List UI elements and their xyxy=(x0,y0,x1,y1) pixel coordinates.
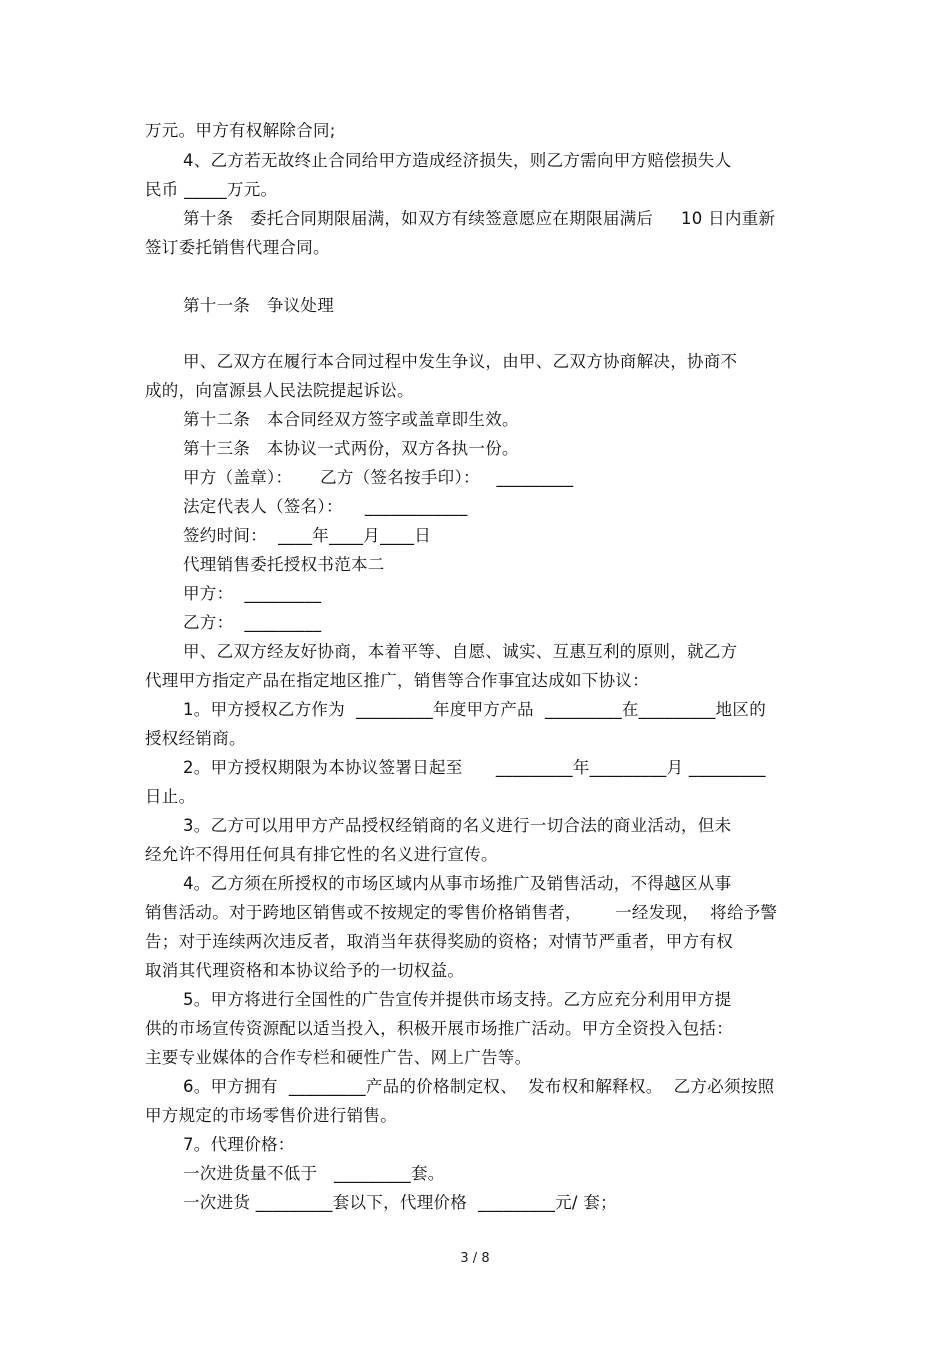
text-line: 供的市场宣传资源配以适当投入，积极开展市场推广活动。甲方全资投入包括： xyxy=(145,1019,733,1038)
text-line: 2。甲方授权期限为本协议签署日起至 _________年_________月 _________ xyxy=(183,758,766,777)
text-line: 甲、乙双方在履行本合同过程中发生争议，由甲、乙双方协商解决，协商不 xyxy=(183,352,738,371)
text-line: 一次进货 _________套以下，代理价格 _________元/ 套； xyxy=(183,1193,617,1212)
text-line: 第十三条 本协议一式两份，双方各执一份。 xyxy=(183,439,519,458)
date-line: 签约时间： ____年____月____日 xyxy=(183,526,432,545)
text-line: 签订委托销售代理合同。 xyxy=(145,238,330,257)
text-line: 成的，向富源县人民法院提起诉讼。 xyxy=(145,381,414,400)
text-line: 1。甲方授权乙方作为 _________年度甲方产品 _________在_________地区的 xyxy=(183,700,767,719)
section-heading: 代理销售委托授权书范本二 xyxy=(183,555,385,574)
text-line: 销售活动。对于跨地区销售或不按规定的零售价格销售者， 一经发现， 将给予警 xyxy=(145,903,778,922)
text-line: 取消其代理资格和本协议给予的一切权益。 xyxy=(145,961,465,980)
text-line: 7。代理价格： xyxy=(183,1135,295,1154)
text-line: 3。乙方可以用甲方产品授权经销商的名义进行一切合法的商业活动，但未 xyxy=(183,816,732,835)
section-heading: 第十一条 争议处理 xyxy=(183,296,335,315)
text-line: 4。乙方须在所授权的市场区域内从事市场推广及销售活动，不得越区从事 xyxy=(183,874,732,893)
text-line: 6。甲方拥有 _________产品的价格制定权、 发布权和解释权。 乙方必须按照 xyxy=(183,1077,775,1096)
text-line: 甲方规定的市场零售价进行销售。 xyxy=(145,1106,397,1125)
signature-line: 法定代表人（签名）： ____________ xyxy=(183,497,468,516)
text-line: 4、乙方若无故终止合同给甲方造成经济损失，则乙方需向甲方赔偿损失人 xyxy=(183,151,732,170)
text-line: 万元。甲方有权解除合同; xyxy=(145,121,336,140)
text-line: 主要专业媒体的合作专栏和硬性广告、网上广告等。 xyxy=(145,1048,532,1067)
party-b-line: 乙方： _________ xyxy=(183,613,322,632)
text-line: 第十条 委托合同期限届满，如双方有续签意愿应在期限届满后 10 日内重新 xyxy=(183,209,776,228)
text-line: 民币 _____万元。 xyxy=(145,180,278,199)
party-a-line: 甲方： _________ xyxy=(183,584,322,603)
text-line: 一次进货量不低于 _________套。 xyxy=(183,1164,445,1183)
text-line: 第十二条 本合同经双方签字或盖章即生效。 xyxy=(183,410,519,429)
text-line: 日止。 xyxy=(145,787,196,806)
text-line: 授权经销商。 xyxy=(145,729,246,748)
text-line: 代理甲方指定产品在指定地区推广，销售等合作事宜达成如下协议： xyxy=(145,671,649,690)
text-line: 甲、乙双方经友好协商，本着平等、自愿、诚实、互惠互利的原则，就乙方 xyxy=(183,642,738,661)
text-line: 告；对于连续两次违反者，取消当年获得奖励的资格；对情节严重者，甲方有权 xyxy=(145,932,733,951)
text-line: 5。甲方将进行全国性的广告宣传并提供市场支持。乙方应充分利用甲方提 xyxy=(183,990,732,1009)
text-line: 经允许不得用任何具有排它性的名义进行宣传。 xyxy=(145,845,498,864)
page-number: 3 / 8 xyxy=(460,1251,490,1266)
signature-line: 甲方（盖章）： 乙方（签名按手印）： _________ xyxy=(183,468,574,487)
